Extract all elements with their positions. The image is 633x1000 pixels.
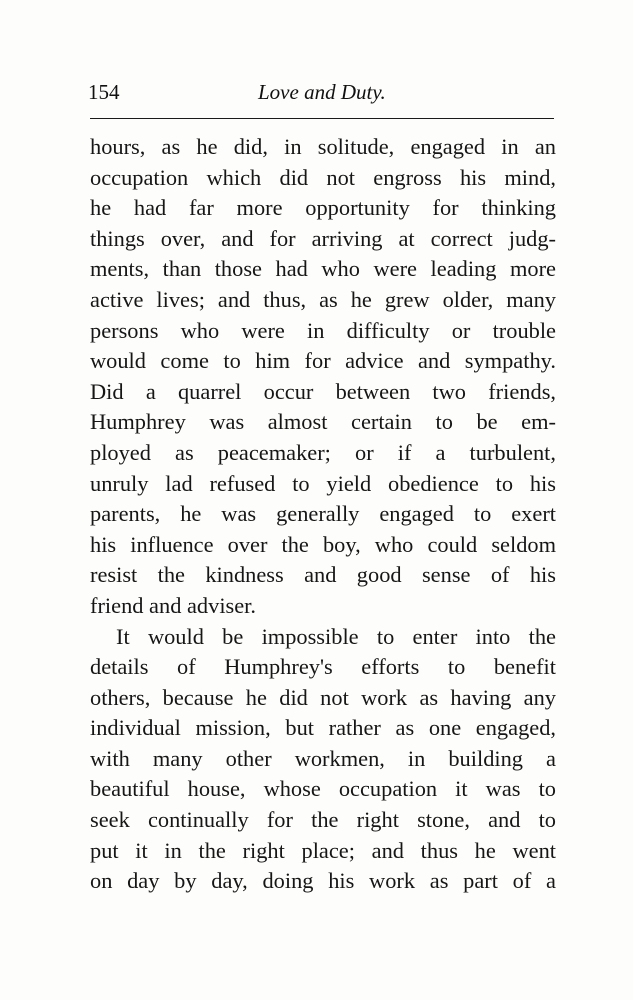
text-line: things over, and for arriving at correct judg- — [90, 225, 556, 251]
page-header — [88, 80, 554, 110]
text-line: ments, than those had who were leading more — [90, 256, 556, 282]
text-line: resist the kindness and good sense of his — [90, 562, 556, 588]
text-line: individual mission, but rather as one engaged, — [90, 715, 556, 741]
text-line: hours, as he did, in solitude, engaged in an — [90, 134, 556, 159]
header-rule — [90, 118, 554, 119]
text-line: on day by day, doing his work as part of a — [90, 868, 556, 894]
page-number: 154 — [88, 80, 120, 104]
text-line: parents, he was generally engaged to exert — [90, 501, 556, 527]
text-line: others, because he did not work as having any — [90, 684, 556, 710]
text-line: seek continually for the right stone, and to — [90, 807, 556, 833]
text-line: friend and adviser. — [90, 592, 257, 618]
text-line: with many other workmen, in building a — [90, 745, 556, 771]
text-line: would come to him for advice and sympathy. — [90, 348, 556, 374]
text-line: It would be impossible to enter into the — [116, 623, 556, 649]
text-line: details of Humphrey's efforts to benefit — [90, 654, 556, 680]
text-line: his influence over the boy, who could seldom — [90, 531, 556, 557]
text-line: beautiful house, whose occupation it was to — [90, 776, 556, 802]
text-line: active lives; and thus, as he grew older, many — [90, 286, 556, 312]
body-text — [90, 132, 556, 897]
text-line: unruly lad refused to yield obedience to his — [90, 470, 556, 496]
text-line: persons who were in difficulty or trouble — [90, 317, 556, 343]
text-line: Humphrey was almost certain to be em- — [90, 409, 556, 435]
text-line: occupation which did not engross his mind, — [90, 164, 556, 190]
running-title: Love and Duty. — [258, 80, 386, 104]
text-line: ployed as peacemaker; or if a turbulent, — [90, 439, 556, 465]
text-line: Did a quarrel occur between two friends, — [90, 378, 556, 404]
text-line: he had far more opportunity for thinking — [90, 195, 556, 221]
text-line: put it in the right place; and thus he went — [90, 837, 556, 863]
